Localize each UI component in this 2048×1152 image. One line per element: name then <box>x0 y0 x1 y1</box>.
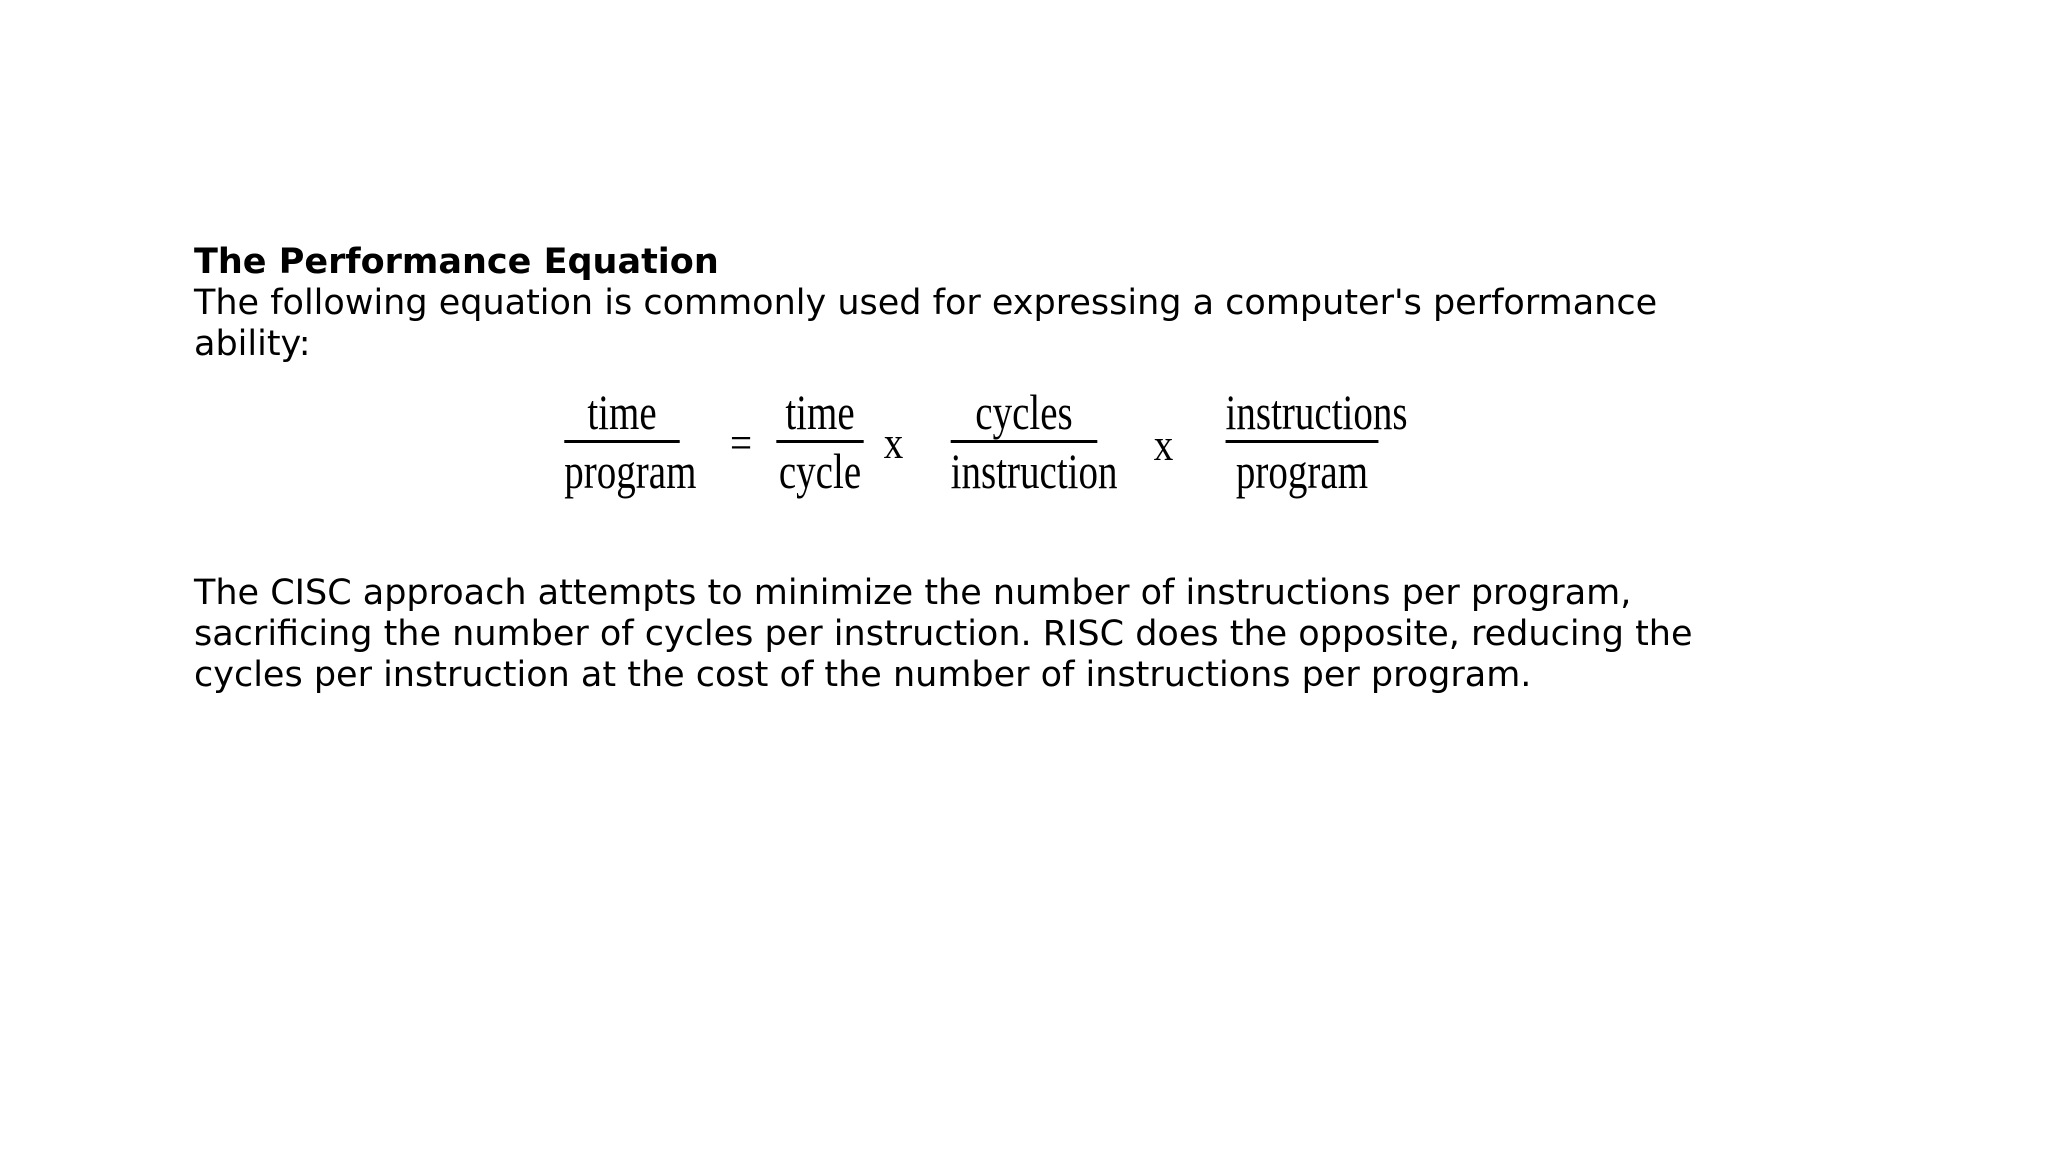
fraction-numerator: time <box>785 384 855 440</box>
equation-term3-fraction <box>1225 384 1408 499</box>
closing-paragraph: The CISC approach attempts to minimize the number of instructions per program, sacrificing the number of cycles per instruction. RISC does the opposite, reducing the cycles per instruction at the cost of the number of instructions per program. <box>194 573 1693 695</box>
fraction-denominator: cycle <box>778 443 862 499</box>
fraction-denominator: program <box>564 443 697 499</box>
fraction-numerator: instructions <box>1225 384 1408 440</box>
fraction-bar <box>1226 440 1379 443</box>
intro-section <box>194 242 1754 365</box>
page-title: The Performance Equation <box>194 242 719 282</box>
fraction-numerator: time <box>587 384 657 440</box>
fraction-denominator: instruction <box>950 443 1118 499</box>
equation-term2-fraction <box>950 384 1118 499</box>
fraction-denominator: program <box>1235 443 1369 499</box>
fraction-numerator: cycles <box>975 384 1073 440</box>
multiply-sign: x <box>1153 419 1174 470</box>
equation-term1-fraction <box>776 386 863 497</box>
fraction-bar <box>564 440 679 443</box>
fraction-bar <box>776 440 863 443</box>
fraction-bar <box>951 440 1098 443</box>
equals-sign: = <box>729 417 753 468</box>
equation-lhs-fraction <box>564 384 697 499</box>
intro-paragraph: The following equation is commonly used for expressing a computer's performance ability: <box>194 283 1658 364</box>
multiply-sign: x <box>883 417 904 468</box>
